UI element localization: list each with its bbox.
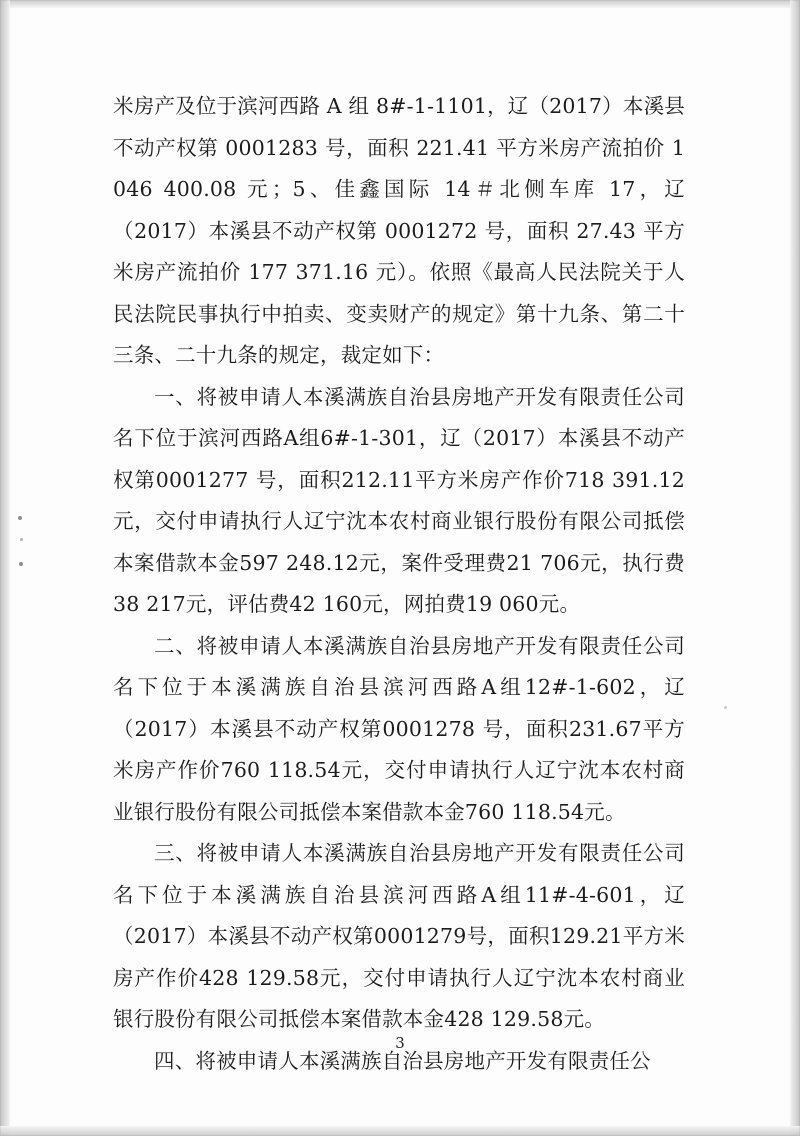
scan-edge-left (0, 0, 10, 1136)
paragraph-continuation: 米房产及位于滨河西路 A 组 8#-1-1101，辽（2017）本溪县不动产权第 0001283 号，面积 221.41 平方米房产流拍价 1 046 400.08 元；5、佳鑫国际 14＃北侧车库 17，辽（2017）本溪县不动产权第 0001272 号，面积 27.43 平方米房产流拍价 177 371.16 元）。依照《最高人民法院关于人民法院民事执行中拍卖、变卖财产的规定》第十九条、第二十三条、二十九条的规定，裁定如下： (113, 94, 685, 367)
scan-speckle (19, 562, 23, 566)
scan-speckle (724, 706, 727, 709)
scan-edge-bottom (0, 1126, 800, 1136)
document-body (113, 86, 685, 1082)
paragraph-item-one: 一、将被申请人本溪满族自治县房地产开发有限责任公司名下位于滨河西路A组6#-1-301，辽（2017）本溪县不动产权第0001277 号，面积212.11平方米房产作价718 391.12元，交付申请执行人辽宁沈本农村商业银行股份有限公司抵偿本案借款本金597 248.12元，案件受理费21 706元，执行费38 217元，评估费42 160元，网拍费19 060元。 (113, 384, 685, 616)
paragraph-item-three: 三、将被申请人本溪满族自治县房地产开发有限责任公司名下位于本溪满族自治县滨河西路A组11#-4-601，辽（2017）本溪县不动产权第0001279号，面积129.21平方米房产作价428 129.58元，交付申请执行人辽宁沈本农村商业银行股份有限公司抵偿本案借款本金428 129.58元。 (113, 841, 685, 1031)
scan-edge-right (790, 0, 800, 1136)
scan-edge-top (0, 0, 800, 8)
scan-speckle (20, 538, 23, 541)
paragraph-item-two: 二、将被申请人本溪满族自治县房地产开发有限责任公司名下位于本溪满族自治县滨河西路A组12#-1-602，辽（2017）本溪县不动产权第0001278 号，面积231.67平方米房产作价760 118.54元，交付申请执行人辽宁沈本农村商业银行股份有限公司抵偿本案借款本金760 118.54元。 (113, 633, 685, 824)
page-number: 3 (395, 1034, 405, 1052)
paragraph-item-four: 四、将被申请人本溪满族自治县房地产开发有限责任公 (154, 1048, 651, 1073)
scan-speckle (18, 516, 22, 520)
